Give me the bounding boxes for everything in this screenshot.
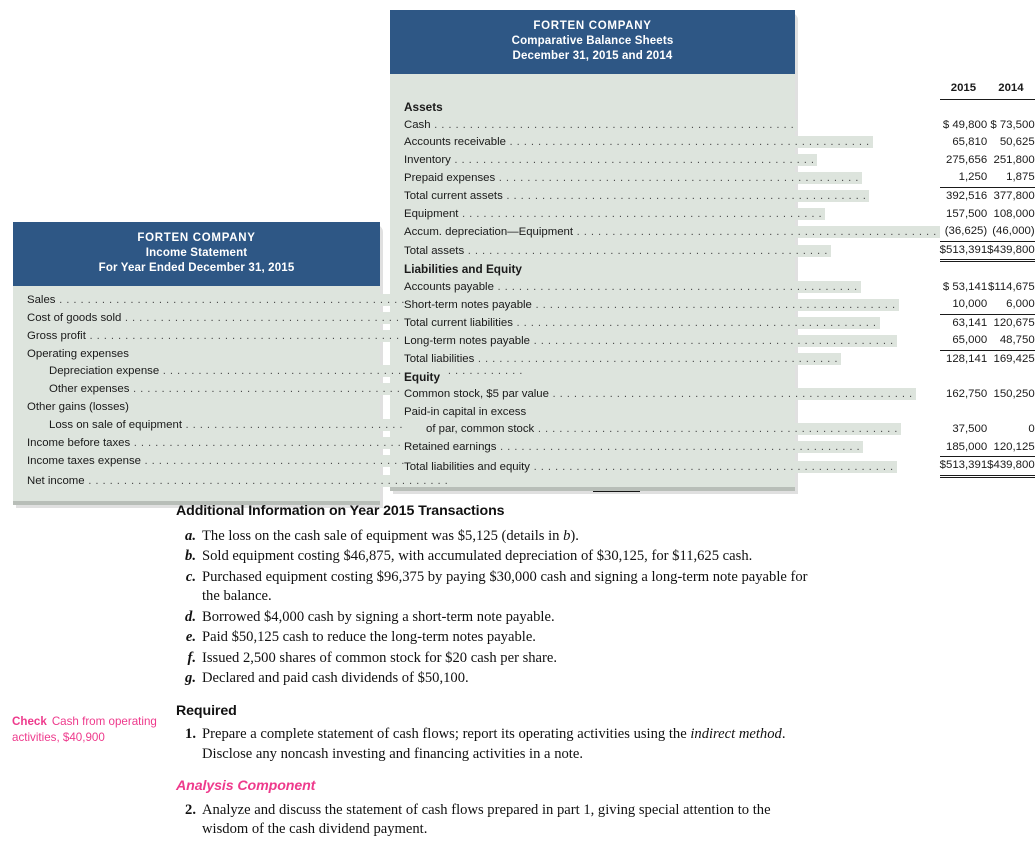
row-value-col2: [987, 261, 1035, 279]
analysis-component-list: [176, 801, 812, 840]
row-label: [404, 117, 940, 135]
row-label-text: Net income . . .: [27, 475, 451, 487]
list-item: [176, 725, 812, 764]
row-value-col1: [940, 404, 988, 422]
required-heading: Required: [176, 702, 237, 719]
list-item-text: [202, 650, 557, 666]
section-label: [404, 261, 940, 279]
section-label: [404, 99, 940, 117]
row-value-col1: [940, 261, 988, 279]
statement-row: [404, 206, 1035, 224]
row-value-col1: [940, 99, 988, 117]
row-label-text: Common stock, $5 par value . . .: [404, 388, 916, 400]
list-item-text: [202, 726, 785, 762]
row-value-col2: [987, 99, 1035, 117]
list-item-marker: f.: [187, 649, 196, 666]
row-label-text: Paid-in capital in excess: [404, 406, 529, 418]
list-item-text-main: Borrowed $4,000 cash by signing a short-term note payable.: [202, 608, 555, 625]
statement-row: [404, 421, 1035, 439]
row-value-col1: 275,656: [945, 153, 988, 166]
row-value-col2: 120,125: [987, 439, 1035, 457]
additional-info-heading: Additional Information on Year 2015 Transactions: [176, 503, 505, 519]
balance-sheet-column-headers: [404, 80, 1035, 99]
list-item-text-main: Prepare a complete statement of cash flows; report its operating activities using the: [202, 726, 691, 742]
list-item-text-main: Paid $50,125 cash to reduce the long-term notes payable.: [202, 629, 536, 645]
row-label-text: Income before taxes . . .: [27, 437, 497, 449]
statement-row: [404, 279, 1035, 297]
income-statement-panel: [13, 222, 380, 505]
row-value-col2: 377,800: [993, 190, 1035, 203]
row-label-text: Liabilities and Equity: [404, 262, 525, 276]
income-statement-period: For Year Ended December 31, 2015: [98, 262, 295, 274]
balance-sheet-title: Comparative Balance Sheets: [511, 35, 674, 47]
list-item: [176, 669, 812, 689]
row-value-col1: 37,500: [952, 423, 988, 436]
statement-row: [404, 117, 1035, 135]
row-label: [404, 169, 940, 187]
section-heading-row: [404, 261, 1035, 279]
row-label-text: Total liabilities . . .: [404, 353, 841, 365]
row-label-text: Other expenses . . .: [27, 383, 496, 395]
list-item-text-main: Purchased equipment costing $96,375 by paying $30,000 cash and signing a long-term note payable for the balance.: [202, 568, 808, 604]
row-label-text: Sales . . .: [27, 294, 422, 306]
list-item-text-main: Sold equipment costing $46,875, with accumulated depreciation of $30,125, for $11,625 cash.: [202, 548, 753, 564]
statement-row: [404, 296, 1035, 314]
list-item-text-main: The loss on the cash sale of equipment was $5,125 (details in: [202, 527, 564, 544]
list-item-text: [202, 802, 771, 838]
row-value-col2: 120,675: [993, 316, 1035, 329]
row-value-col2: 1,875: [987, 169, 1035, 187]
list-item: [176, 568, 812, 607]
row-value-col2: $439,800: [987, 457, 1035, 477]
list-item: [176, 547, 812, 567]
row-label: [404, 314, 940, 332]
row-value-col1: 1,250: [940, 169, 988, 187]
row-label: [404, 332, 940, 350]
column-header-2014: 2014: [987, 80, 1035, 99]
list-item-text: [202, 629, 536, 645]
row-label-text: Operating expenses: [27, 348, 132, 360]
column-header-2015: 2015: [940, 80, 988, 99]
row-value-col1: 162,750: [945, 388, 988, 401]
row-label-text: Short-term notes payable . . .: [404, 299, 899, 311]
row-label: [404, 241, 940, 261]
row-label-text: Gross profit . . .: [27, 330, 452, 342]
row-label-text: Cost of goods sold . . .: [27, 312, 488, 324]
row-value-col1: $513,391: [940, 457, 988, 477]
row-value-col2: [987, 404, 1035, 422]
balance-sheet-header: [390, 10, 795, 74]
list-item-text-main: Issued 2,500 shares of common stock for $20 cash per share.: [202, 649, 558, 666]
check-note: [12, 714, 172, 745]
row-value-col1: $ 49,800: [942, 118, 988, 131]
list-item-text: [202, 528, 579, 544]
statement-row: [404, 332, 1035, 350]
row-label-text: Total liabilities and equity . . .: [404, 461, 897, 473]
row-value-col1: 185,000: [940, 439, 988, 457]
row-value-col1: 65,810: [952, 136, 988, 149]
list-item-text: [202, 609, 555, 625]
row-label-text: Equipment . . .: [404, 208, 825, 220]
row-value-col1: [940, 369, 988, 387]
row-value-col1: 10,000: [940, 296, 988, 314]
statement-row: [404, 314, 1035, 332]
column-header-spacer: [404, 80, 940, 99]
row-label-text: Other gains (losses): [27, 401, 132, 413]
income-statement-header: [13, 222, 380, 286]
row-label: [404, 134, 940, 152]
row-value-col2: 50,625: [999, 136, 1035, 149]
list-item: [176, 649, 812, 669]
income-statement-company: FORTEN COMPANY: [137, 232, 256, 244]
row-label-text: Loss on sale of equipment . . .: [27, 419, 549, 431]
row-label: [404, 223, 940, 241]
row-value-col2: [987, 369, 1035, 387]
row-label: [404, 152, 940, 170]
row-label-text: Accum. depreciation—Equipment . . .: [404, 226, 940, 238]
additional-info-list: [176, 527, 812, 689]
row-label-text: Retained earnings . . .: [404, 441, 863, 453]
row-value-col1: 65,000: [940, 332, 988, 350]
row-value-col1: 128,141: [945, 352, 988, 365]
statement-row: [404, 152, 1035, 170]
row-label-text: Cash . . .: [404, 119, 797, 131]
row-value-col1: $ 53,141: [942, 280, 988, 293]
list-item-marker: e.: [185, 629, 196, 645]
row-label-text: Total current liabilities . . .: [404, 317, 880, 329]
row-value-col1: (36,625): [940, 223, 988, 241]
list-item-text-tail: ).: [570, 527, 579, 544]
row-label-text: Equity: [404, 370, 443, 384]
list-item: [176, 628, 812, 648]
row-value-col2: 0: [1028, 423, 1035, 436]
required-list: [176, 725, 812, 764]
balance-sheet-period: December 31, 2015 and 2014: [512, 50, 673, 62]
balance-sheet-body: [390, 74, 1035, 487]
list-item-marker: c.: [185, 568, 196, 585]
row-label-text: Assets: [404, 100, 446, 114]
statement-row: [404, 188, 1035, 206]
row-label-text: of par, common stock . . .: [404, 423, 901, 435]
statement-row: [404, 241, 1035, 261]
list-item-text-main: Analyze and discuss the statement of cash flows prepared in part 1, giving special attention to the wisdom of the cash dividend payment.: [202, 801, 771, 837]
balance-sheet-company: FORTEN COMPANY: [533, 20, 652, 32]
income-statement-title: Income Statement: [145, 247, 248, 259]
list-item-marker: g.: [185, 670, 196, 686]
row-value-col2: 6,000: [987, 296, 1035, 314]
row-label: [404, 188, 940, 206]
row-label-text: Prepaid expenses . . .: [404, 172, 862, 184]
list-item-marker: 2.: [185, 801, 196, 818]
row-value-col1: 63,141: [952, 316, 988, 329]
row-value-col1: $513,391: [940, 241, 988, 261]
problem-text-block: [176, 502, 812, 841]
statement-row: [404, 169, 1035, 187]
analysis-component-heading: Analysis Component: [176, 778, 316, 794]
row-label-text: Total assets . . .: [404, 245, 831, 257]
statement-row: [404, 134, 1035, 152]
row-value-col2: $114,675: [988, 280, 1035, 293]
section-heading-row: [404, 99, 1035, 117]
row-value-col1: 157,500: [945, 207, 988, 220]
list-item-text-emphasis: b: [563, 527, 571, 544]
row-label-text: Income taxes expense . . .: [27, 455, 508, 467]
check-note-text: Cash from operating activities, $40,900: [12, 715, 157, 744]
row-value-col2: 48,750: [987, 332, 1035, 350]
list-item-marker: b.: [185, 548, 196, 564]
row-label: [404, 386, 940, 404]
row-label-text: Total current assets . . .: [404, 190, 869, 202]
row-label-text: Accounts payable . . .: [404, 281, 861, 293]
row-label-text: Inventory . . .: [404, 154, 817, 166]
list-item-marker: d.: [185, 608, 196, 625]
statement-row: [404, 223, 1035, 241]
list-item: [176, 608, 812, 628]
row-value-col2: 169,425: [993, 352, 1035, 365]
statement-row: [404, 386, 1035, 404]
row-value-col2: 251,800: [993, 153, 1035, 166]
row-label-text: Accounts receivable . . .: [404, 136, 873, 148]
list-item-text-emphasis: indirect method: [690, 726, 782, 742]
row-label-text: Depreciation expense . . .: [27, 365, 526, 377]
list-item-text-main: Declared and paid cash dividends of $50,100.: [202, 670, 469, 686]
row-value-col2: $ 73,500: [990, 118, 1035, 131]
row-label-text: Long-term notes payable . . .: [404, 335, 897, 347]
check-note-label: Check: [12, 715, 47, 728]
list-item-marker: 1.: [185, 726, 196, 742]
list-item-marker: a.: [185, 527, 196, 544]
list-item-text-tail: . Disclose any noncash investing and financing activities in a note.: [202, 726, 786, 762]
row-value-col1: 392,516: [945, 190, 988, 203]
list-item-text: [202, 548, 752, 564]
list-item: [176, 527, 812, 547]
row-value-col2: 150,250: [993, 388, 1035, 401]
row-value-col2: $439,800: [987, 241, 1035, 261]
row-value-col2: (46,000): [987, 223, 1035, 241]
list-item-text: [202, 569, 808, 605]
income-statement-body: [13, 286, 380, 501]
row-label: [404, 279, 940, 297]
row-label: [404, 206, 940, 224]
list-item-text: [202, 670, 469, 686]
row-value-col2: 108,000: [993, 207, 1035, 220]
list-item: [176, 801, 812, 840]
